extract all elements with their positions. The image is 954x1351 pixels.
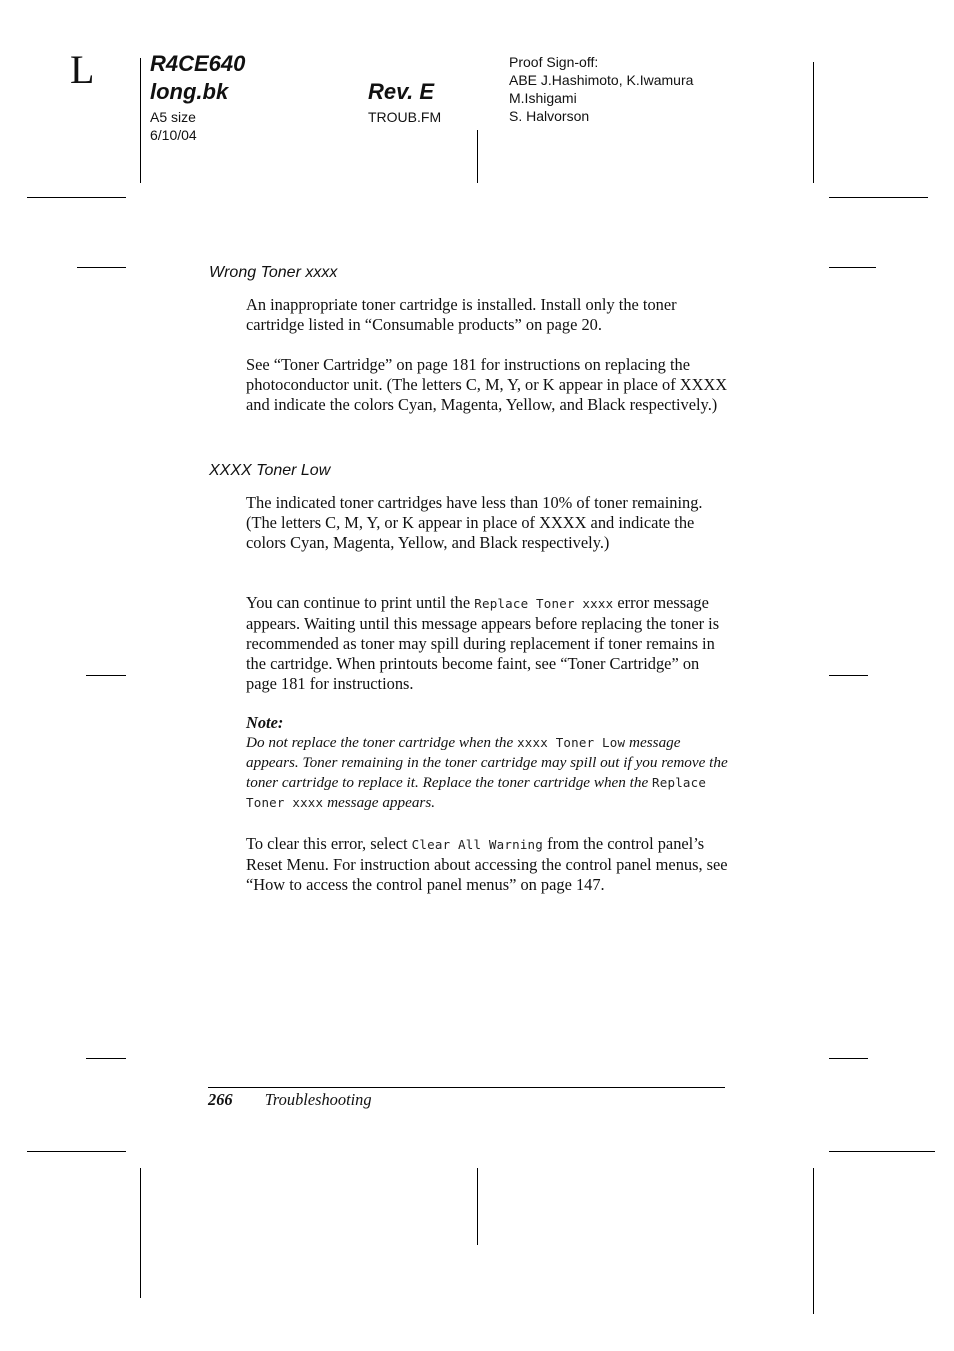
crop-mark-horizontal — [27, 1151, 126, 1152]
crop-mark-vertical — [140, 1168, 141, 1298]
section-name: Troubleshooting — [264, 1090, 372, 1109]
menu-item-code: Clear All Warning — [411, 837, 544, 852]
proof-name: M.Ishigami — [509, 90, 577, 106]
text-run: message appears. — [323, 794, 436, 811]
section-heading-wrong-toner: Wrong Toner xxxx — [209, 264, 338, 281]
crop-mark-horizontal — [86, 1058, 126, 1059]
message-code: Replace Toner xxxx — [474, 596, 614, 611]
crop-mark-vertical — [477, 1168, 478, 1245]
crop-mark-vertical — [813, 62, 814, 183]
file-name: TROUB.FM — [368, 109, 442, 125]
text-run: from the control panel’s Reset Menu. For instruction about accessing the control panel menus, see “How to access the control panel menus” on page 147. — [246, 834, 728, 894]
crop-mark-horizontal — [86, 675, 126, 676]
text-run: message appears. Toner remaining in the toner cartridge may spill out if you remove the toner cartridge to replace it. Replace the toner cartridge when the — [246, 734, 728, 791]
paragraph — [246, 593, 731, 694]
paragraph: See “Toner Cartridge” on page 181 for instructions on replacing the photoconductor unit. (The letters C, M, Y, or K appear in place of XXXX and indicate the colors Cyan, Magenta, Yellow, and Black respectively.) — [246, 355, 728, 414]
crop-mark-horizontal — [27, 197, 126, 198]
crop-mark-horizontal — [829, 197, 928, 198]
crop-mark-horizontal — [77, 267, 126, 268]
crop-mark-horizontal — [829, 1151, 935, 1152]
message-code: Replace Toner xxxx — [246, 775, 707, 810]
crop-mark-horizontal — [829, 1058, 868, 1059]
crop-mark-vertical — [813, 1168, 814, 1314]
paragraph: An inappropriate toner cartridge is installed. Install only the toner cartridge listed in “Consumable products” on page 20. — [246, 295, 677, 334]
note-body — [246, 733, 731, 813]
paragraph — [246, 834, 731, 895]
crop-mark-horizontal — [829, 675, 868, 676]
footer-rule — [208, 1087, 725, 1088]
proof-name: S. Halvorson — [509, 108, 590, 124]
proof-title: Proof Sign-off: — [509, 54, 599, 70]
revision-info — [368, 78, 478, 126]
section-heading-toner-low: XXXX Toner Low — [209, 462, 331, 479]
revision-label: Rev. E — [368, 79, 435, 104]
corner-letter: L — [70, 47, 95, 92]
note-label: Note: — [246, 713, 284, 732]
page-number: 266 — [208, 1090, 233, 1109]
message-code: xxxx Toner Low — [517, 735, 626, 750]
proof-name: ABE J.Hashimoto, K.Iwamura — [509, 72, 694, 88]
text-run: To clear this error, select — [246, 834, 412, 853]
text-run: error message appears. Waiting until this message appears before replacing the toner is recommended as toner may spill during replacement if toner remains in the cartridge. When printouts become faint, see “Toner Cartridge” on page 181 for instructions. — [246, 593, 720, 693]
crop-mark-horizontal — [829, 267, 876, 268]
proof-signoff — [509, 53, 789, 125]
book-code: R4CE640 — [150, 51, 246, 76]
paper-size: A5 size — [150, 109, 196, 125]
note-block — [246, 713, 731, 813]
crop-mark-vertical — [477, 130, 478, 183]
text-run: Do not replace the toner cartridge when the — [246, 734, 518, 751]
book-info — [150, 50, 390, 144]
paragraph: The indicated toner cartridges have less than 10% of toner remaining. (The letters C, M, Y, or K appear in place of XXXX and indicate the colors Cyan, Magenta, Yellow, and Black respectively.) — [246, 493, 703, 552]
book-file: long.bk — [150, 79, 229, 104]
text-run: You can continue to print until the — [246, 593, 475, 612]
print-date: 6/10/04 — [150, 127, 197, 143]
crop-mark-vertical — [140, 58, 141, 183]
page-footer — [208, 1090, 372, 1110]
